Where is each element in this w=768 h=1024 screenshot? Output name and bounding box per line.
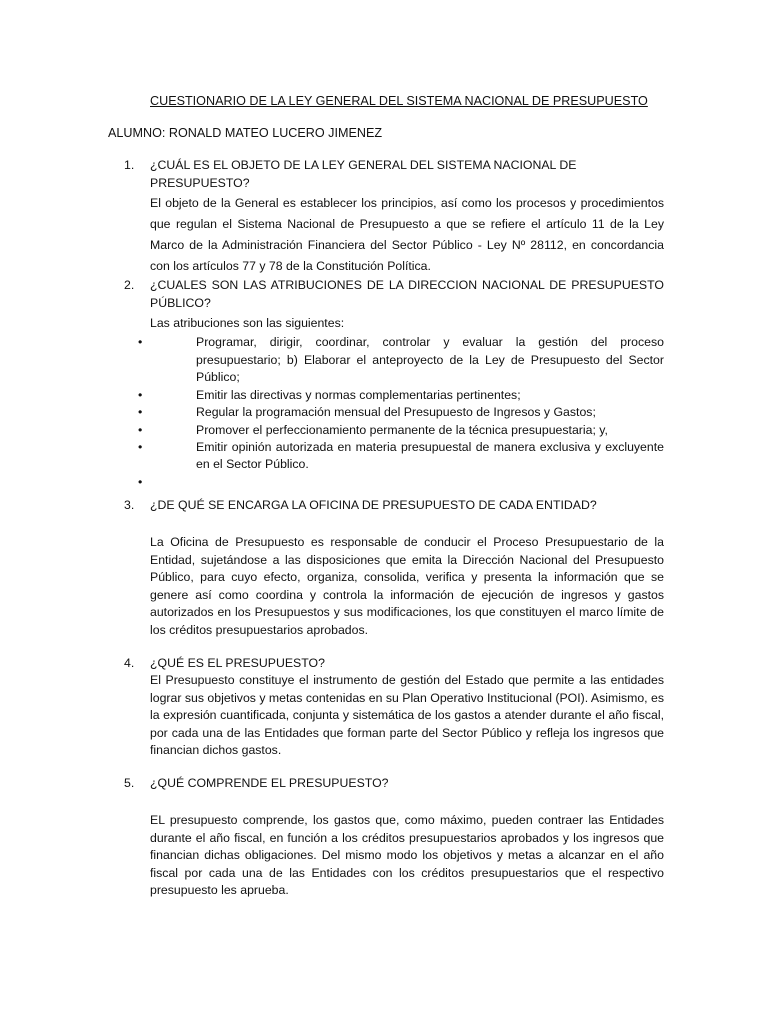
bullet-icon: • <box>138 335 143 350</box>
bullet-icon: • <box>138 440 143 455</box>
bullet-icon: • <box>138 474 143 489</box>
bullet-icon: • <box>138 405 143 420</box>
list-item <box>124 334 664 386</box>
question-number: 5. <box>124 776 135 790</box>
question-text: ¿DE QUÉ SE ENCARGA LA OFICINA DE PRESUPUESTO DE CADA ENTIDAD? <box>150 498 597 512</box>
answer-text: EL presupuesto comprende, los gastos que, como máximo, pueden contraer las Entidades durante el año fiscal, en función a los créditos presupuestarios aprobados y los ingresos que financian dichas obligaciones. Del mismo modo los objetivos y metas a alcanzar en el año fiscal por cada una de las Entidades con los créditos presupuestarios que el respectivo presupuesto les aprueba. <box>150 813 664 898</box>
question-number: 2. <box>124 278 135 292</box>
question-text: ¿QUÉ COMPRENDE EL PRESUPUESTO? <box>150 776 389 790</box>
question-text: ¿QUÉ ES EL PRESUPUESTO? <box>150 656 325 670</box>
question-5 <box>124 774 664 900</box>
list-item-text: Emitir las directivas y normas complementarias pertinentes; <box>196 387 521 402</box>
question-number: 4. <box>124 656 135 670</box>
list-item <box>124 422 664 439</box>
student-name: ALUMNO: RONALD MATEO LUCERO JIMENEZ <box>108 126 383 140</box>
question-1 <box>124 156 664 277</box>
answer-text: El Presupuesto constituye el instrumento de gestión del Estado que permite a las entidades lograr sus objetivos y metas contenidas en su Plan Operativo Institucional (POI). Asimismo, es la expresión cuantificada, conjunta y sistemática de los gastos a atender durante el año fiscal, por cada una de las Entidades que forman parte del Sector Público y refleja los ingresos que financian dichos gastos. <box>150 673 664 758</box>
list-item <box>124 439 664 474</box>
question-2 <box>124 276 664 491</box>
question-number: 3. <box>124 498 135 512</box>
bullet-icon: • <box>138 387 143 402</box>
bullet-icon: • <box>138 422 143 437</box>
list-item-empty <box>124 474 664 491</box>
question-text: ¿CUÁL ES EL OBJETO DE LA LEY GENERAL DEL SISTEMA NACIONAL DE PRESUPUESTO? <box>150 158 577 191</box>
answer-intro: Las atribuciones son las siguientes: <box>150 315 345 330</box>
question-text-line1: ¿CUALES SON LAS ATRIBUCIONES DE LA DIRECCION NACIONAL DE PRESUPUESTO <box>150 278 664 292</box>
answer-text: La Oficina de Presupuesto es responsable de conducir el Proceso Presupuestario de la Entidad, sujetándose a las disposiciones que emita la Dirección Nacional del Presupuesto Público, para cuyo efecto, organiza, consolida, verifica y presenta la información que se genere así como coordina y controla la información de ejecución de ingresos y gastos autorizados en los Presupuestos y sus modificaciones, los que constituyen el marco límite de los créditos presupuestarios aprobados. <box>150 535 664 637</box>
list-item-text: Emitir opinión autorizada en materia presupuestal de manera exclusiva y excluyente en el Sector Público. <box>196 440 664 472</box>
list-item <box>124 404 664 421</box>
answer-text: El objeto de la General es establecer los principios, así como los procesos y procedimientos que regulan el Sistema Nacional de Presupuesto a que se refiere el artículo 11 de la Ley Marco de la Administración Financiera del Sector Público - Ley Nº 28112, en concordancia con los artículos 77 y 78 de la Constitución Política. <box>150 195 664 273</box>
list-item-text: Promover el perfeccionamiento permanente de la técnica presupuestaria; y, <box>196 422 608 437</box>
list-item-text: Programar, dirigir, coordinar, controlar y evaluar la gestión del proceso presupuestario; b) Elaborar el anteproyecto de la Ley de Presupuesto del Sector Público; <box>196 335 664 385</box>
question-4 <box>124 654 664 760</box>
list-item <box>124 387 664 404</box>
list-item-text: Regular la programación mensual del Presupuesto de Ingresos y Gastos; <box>196 405 596 420</box>
attributions-list <box>124 334 664 491</box>
question-3 <box>124 496 664 639</box>
question-text-line2: PÚBLICO? <box>150 296 211 311</box>
document-title: CUESTIONARIO DE LA LEY GENERAL DEL SISTEMA NACIONAL DE PRESUPUESTO <box>150 94 648 108</box>
question-number: 1. <box>124 158 135 172</box>
